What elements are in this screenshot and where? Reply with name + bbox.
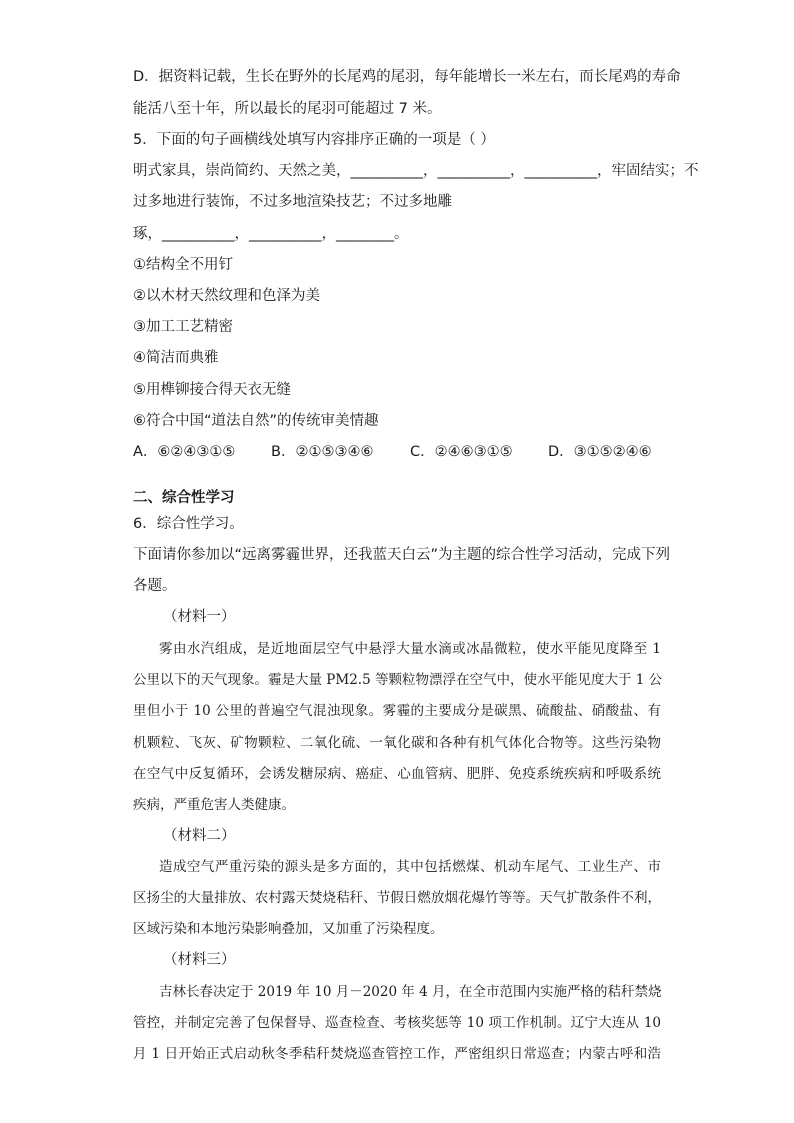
material2-line: 区扬尘的大量排放、农村露天焚烧秸秆、节假日燃放烟花爆竹等等。天气扩散条件不利， xyxy=(133,890,661,906)
q5-option-c: C．②④⑥③①⑤ xyxy=(410,444,513,460)
q5-passage-line3: 琢，__________，__________，________。 xyxy=(133,226,409,242)
material1-label: （材料一） xyxy=(163,609,236,625)
material1-line: 疾病，严重危害人类健康。 xyxy=(133,797,295,813)
q6-intro-line1: 下面请你参加以“远离雾霾世界，还我蓝天白云”为主题的综合性学习活动，完成下列 xyxy=(133,547,671,563)
material2-label: （材料二） xyxy=(163,828,236,844)
q6-intro-line2: 各题。 xyxy=(133,578,177,594)
q5-item: ②以木材天然纹理和色泽为美 xyxy=(133,288,320,304)
material3-label: （材料三） xyxy=(163,952,236,968)
q5-passage-line2: 过多地进行装饰，不过多地渲染技艺；不过多地雕 xyxy=(133,194,452,210)
q5-passage-line1: 明式家具，崇尚简约、天然之美，__________，__________，__________，牢固结实；不 xyxy=(133,163,699,179)
material3-line: 管控，并制定完善了包保督导、巡查检查、考核奖惩等 10 项工作机制。辽宁大连从 10 xyxy=(133,1015,661,1031)
material2-line: 区域污染和本地污染影响叠加，又加重了污染程度。 xyxy=(133,921,444,937)
q6-stem: 6．综合性学习。 xyxy=(133,516,244,532)
q5-option-b: B．②①⑤③④⑥ xyxy=(271,444,374,460)
q5-item: ⑥符合中国“道法自然”的传统审美情趣 xyxy=(133,413,379,429)
q5-stem: 5．下面的句子画横线处填写内容排序正确的一项是（ ） xyxy=(133,132,495,148)
q5-item: ⑤用榫铆接合得天衣无缝 xyxy=(133,382,291,398)
q4-option-d-line1: D．据资料记载，生长在野外的长尾鸡的尾羽，每年能增长一米左右，而长尾鸡的寿命 xyxy=(133,69,681,85)
q5-item: ③加工工艺精密 xyxy=(133,319,233,335)
material3-line: 吉林长春决定于 2019 年 10 月－2020 年 4 月，在全市范围内实施严格的秸秆禁烧 xyxy=(159,984,662,1000)
q5-option-d: D．③①⑤②④⑥ xyxy=(548,444,652,460)
q4-option-d-line2: 能活八至十年，所以最长的尾羽可能超过 7 米。 xyxy=(133,101,442,117)
q5-option-a: A．⑥②④③①⑤ xyxy=(133,444,236,460)
section-heading: 二、综合性学习 xyxy=(133,490,235,506)
material1-line: 里但小于 10 公里的普遍空气混浊现象。雾霾的主要成分是碳黑、硫酸盐、硝酸盐、有 xyxy=(133,703,661,719)
material1-line: 雾由水汽组成，是近地面层空气中悬浮大量水滴或冰晶微粒，使水平能见度降至 1 xyxy=(159,641,661,657)
q5-item: ④简洁而典雅 xyxy=(133,350,219,366)
material2-line: 造成空气严重污染的源头是多方面的，其中包括燃煤、机动车尾气、工业生产、市 xyxy=(159,859,661,875)
material3-line: 月 1 日开始正式启动秋冬季秸秆焚烧巡查管控工作，严密组织日常巡查；内蒙古呼和浩 xyxy=(133,1046,661,1062)
material1-line: 公里以下的天气现象。霾是大量 PM2.5 等颗粒物漂浮在空气中，使水平能见度大于 1 公 xyxy=(133,672,663,688)
q5-item: ①结构全不用钉 xyxy=(133,257,233,273)
material1-line: 机颗粒、飞灰、矿物颗粒、二氧化硫、一氧化碳和各种有机气体化合物等。这些污染物 xyxy=(133,735,661,751)
material1-line: 在空气中反复循环，会诱发糖尿病、癌症、心血管病、肥胖、免疫系统疾病和呼吸系统 xyxy=(133,766,661,782)
